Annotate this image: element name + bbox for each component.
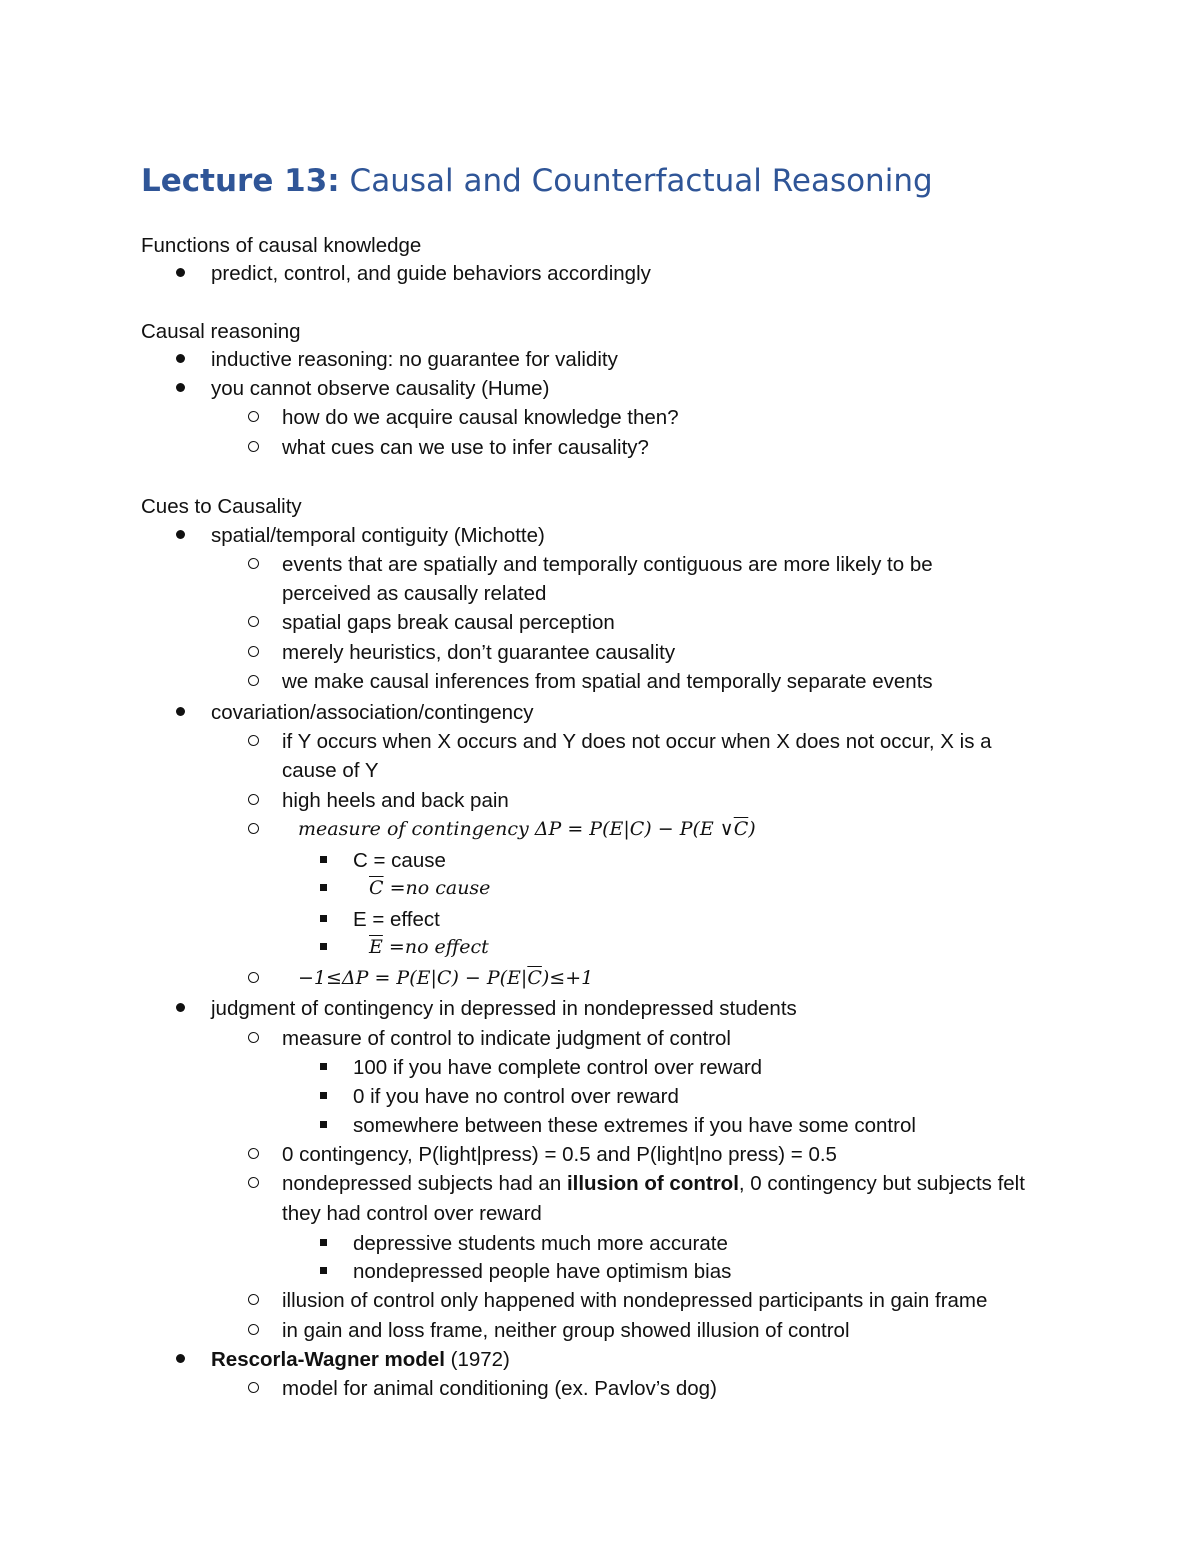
list-item: predict, control, and guide behaviors accordingly: [211, 262, 651, 285]
contingency-formula: measure of contingency ΔP = P(E|C) − P(E $\vee\overline{C}$): [298, 818, 756, 840]
list-item: model for animal conditioning (ex. Pavlov’s dog): [282, 1377, 717, 1400]
list-item: nondepressed subjects had an illusion of control, 0 contingency but subjects felt: [282, 1172, 1025, 1195]
bullet-square-icon: [313, 905, 333, 934]
bullet-dot-icon: [170, 374, 190, 403]
bullet-square-icon: [313, 1082, 333, 1111]
list-item: 100 if you have complete control over reward: [353, 1056, 763, 1079]
list-item: nondepressed people have optimism bias: [353, 1260, 732, 1283]
bullet-circle-icon: [243, 727, 263, 756]
lecture-topic: Causal and Counterfactual Reasoning: [349, 163, 933, 199]
list-item: 0 contingency, P(light|press) = 0.5 and P(light|no press) = 0.5: [282, 1143, 837, 1166]
list-item-continued: they had control over reward: [282, 1202, 542, 1225]
page-title: [141, 163, 933, 199]
list-item: E = effect: [353, 908, 440, 931]
lecture-number: Lecture 13:: [141, 163, 340, 199]
list-item: merely heuristics, don’t guarantee causality: [282, 641, 676, 664]
list-item-continued: perceived as causally related: [282, 582, 547, 605]
list-item: high heels and back pain: [282, 789, 509, 812]
list-item: $\overline{C} =no$ cause: [369, 877, 491, 899]
rescorla-wagner-term: Rescorla-Wagner model: [211, 1348, 445, 1371]
bullet-square-icon: [313, 846, 333, 875]
list-item: judgment of contingency in depressed in nondepressed students: [211, 997, 797, 1020]
bullet-dot-icon: [170, 521, 190, 550]
bullet-square-icon: [313, 1229, 333, 1258]
list-item: C = cause: [353, 849, 446, 872]
list-item: you cannot observe causality (Hume): [211, 377, 550, 400]
bullet-dot-icon: [170, 259, 190, 288]
list-item: covariation/association/contingency: [211, 701, 534, 724]
section-heading-causal-reasoning: Causal reasoning: [141, 320, 301, 343]
bullet-circle-icon: [243, 786, 263, 815]
bullet-square-icon: [313, 1257, 333, 1286]
list-item: somewhere between these extremes if you have some control: [353, 1114, 916, 1137]
list-item: illusion of control only happened with nondepressed participants in gain frame: [282, 1289, 988, 1312]
list-item: spatial gaps break causal perception: [282, 611, 615, 634]
bullet-circle-icon: [243, 667, 263, 696]
bullet-square-icon: [313, 1111, 333, 1140]
list-item: $\overline{E} =no$ effect: [369, 936, 489, 958]
list-item: inductive reasoning: no guarantee for validity: [211, 348, 618, 371]
bullet-square-icon: [313, 874, 333, 903]
bullet-circle-icon: [243, 1024, 263, 1053]
bullet-square-icon: [313, 1053, 333, 1082]
list-item: events that are spatially and temporally contiguous are more likely to be: [282, 553, 933, 576]
bullet-circle-icon: [243, 815, 263, 844]
bullet-dot-icon: [170, 698, 190, 727]
list-item: Rescorla-Wagner model (1972): [211, 1348, 510, 1371]
section-heading-cues: Cues to Causality: [141, 495, 302, 518]
bullet-circle-icon: [243, 638, 263, 667]
bullet-circle-icon: [243, 1316, 263, 1345]
bullet-square-icon: [313, 933, 333, 962]
list-item: what cues can we use to infer causality?: [282, 436, 649, 459]
section-heading-functions: Functions of causal knowledge: [141, 234, 422, 257]
bullet-dot-icon: [170, 345, 190, 374]
bullet-circle-icon: [243, 403, 263, 432]
bullet-circle-icon: [243, 964, 263, 993]
bullet-dot-icon: [170, 994, 190, 1023]
list-item: depressive students much more accurate: [353, 1232, 728, 1255]
bullet-circle-icon: [243, 1286, 263, 1315]
list-item-continued: cause of Y: [282, 759, 379, 782]
bullet-circle-icon: [243, 608, 263, 637]
list-item: measure of control to indicate judgment of control: [282, 1027, 731, 1050]
list-item: if Y occurs when X occurs and Y does not occur when X does not occur, X is a: [282, 730, 992, 753]
bullet-circle-icon: [243, 1169, 263, 1198]
bullet-circle-icon: [243, 1140, 263, 1169]
list-item: spatial/temporal contiguity (Michotte): [211, 524, 545, 547]
list-item: 0 if you have no control over reward: [353, 1085, 679, 1108]
list-item: in gain and loss frame, neither group showed illusion of control: [282, 1319, 850, 1342]
list-item: we make causal inferences from spatial and temporally separate events: [282, 670, 933, 693]
bullet-dot-icon: [170, 1345, 190, 1374]
bullet-circle-icon: [243, 433, 263, 462]
bullet-circle-icon: [243, 550, 263, 579]
list-item: how do we acquire causal knowledge then?: [282, 406, 679, 429]
contingency-range-formula: $-1\le\Delta P = P(E|C) - P(E|\overline{C})\le+1$: [298, 967, 594, 989]
illusion-of-control-term: illusion of control: [566, 1172, 739, 1195]
bullet-circle-icon: [243, 1374, 263, 1403]
